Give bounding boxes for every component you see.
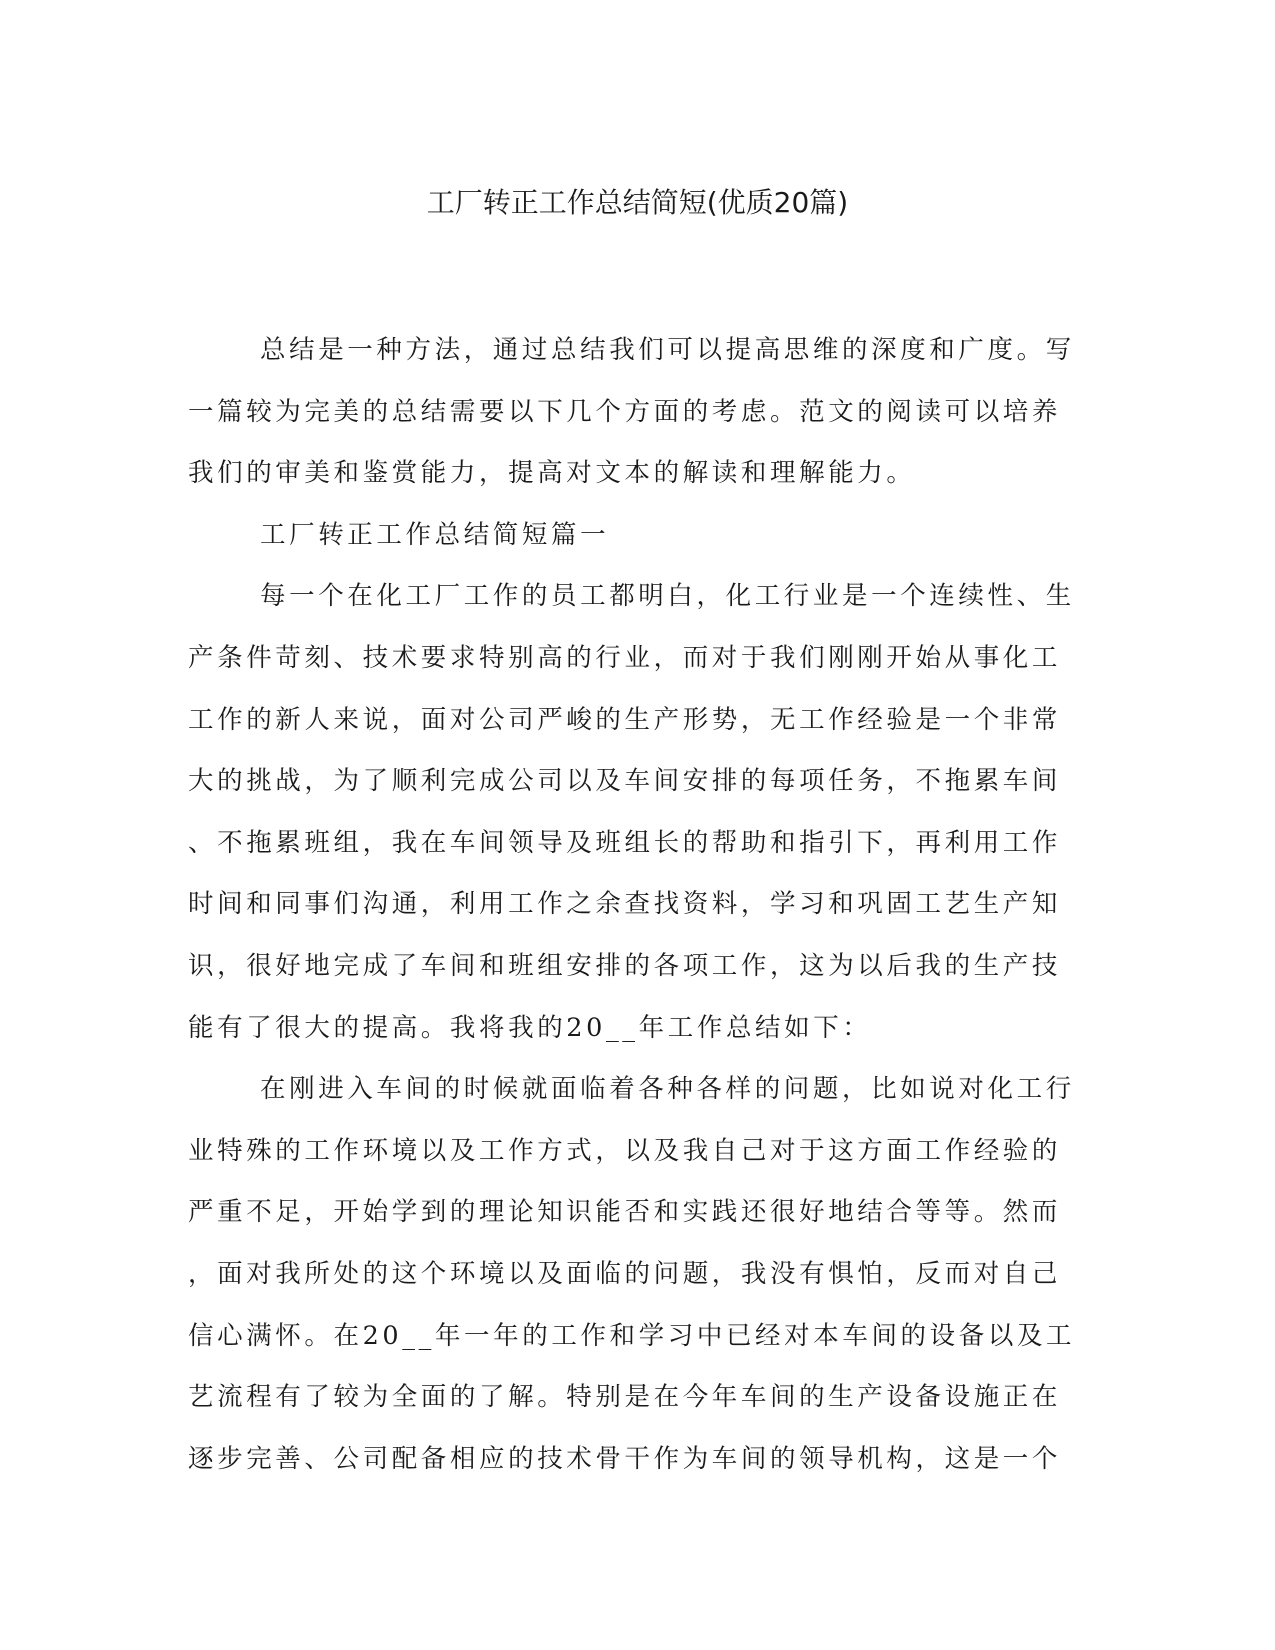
paragraph-line: 在刚进入车间的时候就面临着各种各样的问题，比如说对化工行 bbox=[260, 1074, 1075, 1105]
section-heading: 工厂转正工作总结简短篇一 bbox=[260, 519, 610, 550]
document-title: 工厂转正工作总结简短(优质20篇) bbox=[426, 186, 849, 219]
paragraph-line: ，面对我所处的这个环境以及面临的问题，我没有惧怕，反而对自己 bbox=[188, 1258, 1062, 1289]
document-body bbox=[188, 330, 1076, 1500]
paragraph-line: 时间和同事们沟通，利用工作之余查找资料，学习和巩固工艺生产知 bbox=[188, 889, 1062, 920]
paragraph-line: 大的挑战，为了顺利完成公司以及车间安排的每项任务，不拖累车间 bbox=[188, 766, 1062, 797]
paragraph-line: 产条件苛刻、技术要求特别高的行业，而对于我们刚刚开始从事化工 bbox=[188, 642, 1062, 673]
paragraph-line: 逐步完善、公司配备相应的技术骨干作为车间的领导机构，这是一个 bbox=[188, 1443, 1062, 1474]
paragraph-line: 业特殊的工作环境以及工作方式，以及我自己对于这方面工作经验的 bbox=[188, 1135, 1062, 1166]
paragraph-line: 、不拖累班组，我在车间领导及班组长的帮助和指引下，再利用工作 bbox=[188, 827, 1062, 858]
paragraph-line: 工作的新人来说，面对公司严峻的生产形势，无工作经验是一个非常 bbox=[188, 704, 1062, 735]
paragraph-line: 严重不足，开始学到的理论知识能否和实践还很好地结合等等。然而 bbox=[188, 1197, 1062, 1228]
paragraph-line: 艺流程有了较为全面的了解。特别是在今年车间的生产设备设施正在 bbox=[188, 1382, 1062, 1413]
paragraph-line: 每一个在化工厂工作的员工都明白，化工行业是一个连续性、生 bbox=[260, 581, 1075, 612]
paragraph-line: 我们的审美和鉴赏能力，提高对文本的解读和理解能力。 bbox=[188, 458, 916, 489]
paragraph-line: 一篇较为完美的总结需要以下几个方面的考虑。范文的阅读可以培养 bbox=[188, 396, 1062, 427]
paragraph-line: 总结是一种方法，通过总结我们可以提高思维的深度和广度。写 bbox=[260, 335, 1075, 365]
paragraph-line: 识，很好地完成了车间和班组安排的各项工作，这为以后我的生产技 bbox=[188, 950, 1062, 981]
paragraph-line: 信心满怀。在20__年一年的工作和学习中已经对本车间的设备以及工 bbox=[188, 1320, 1076, 1351]
paragraph-line: 能有了很大的提高。我将我的20__年工作总结如下： bbox=[188, 1012, 872, 1043]
